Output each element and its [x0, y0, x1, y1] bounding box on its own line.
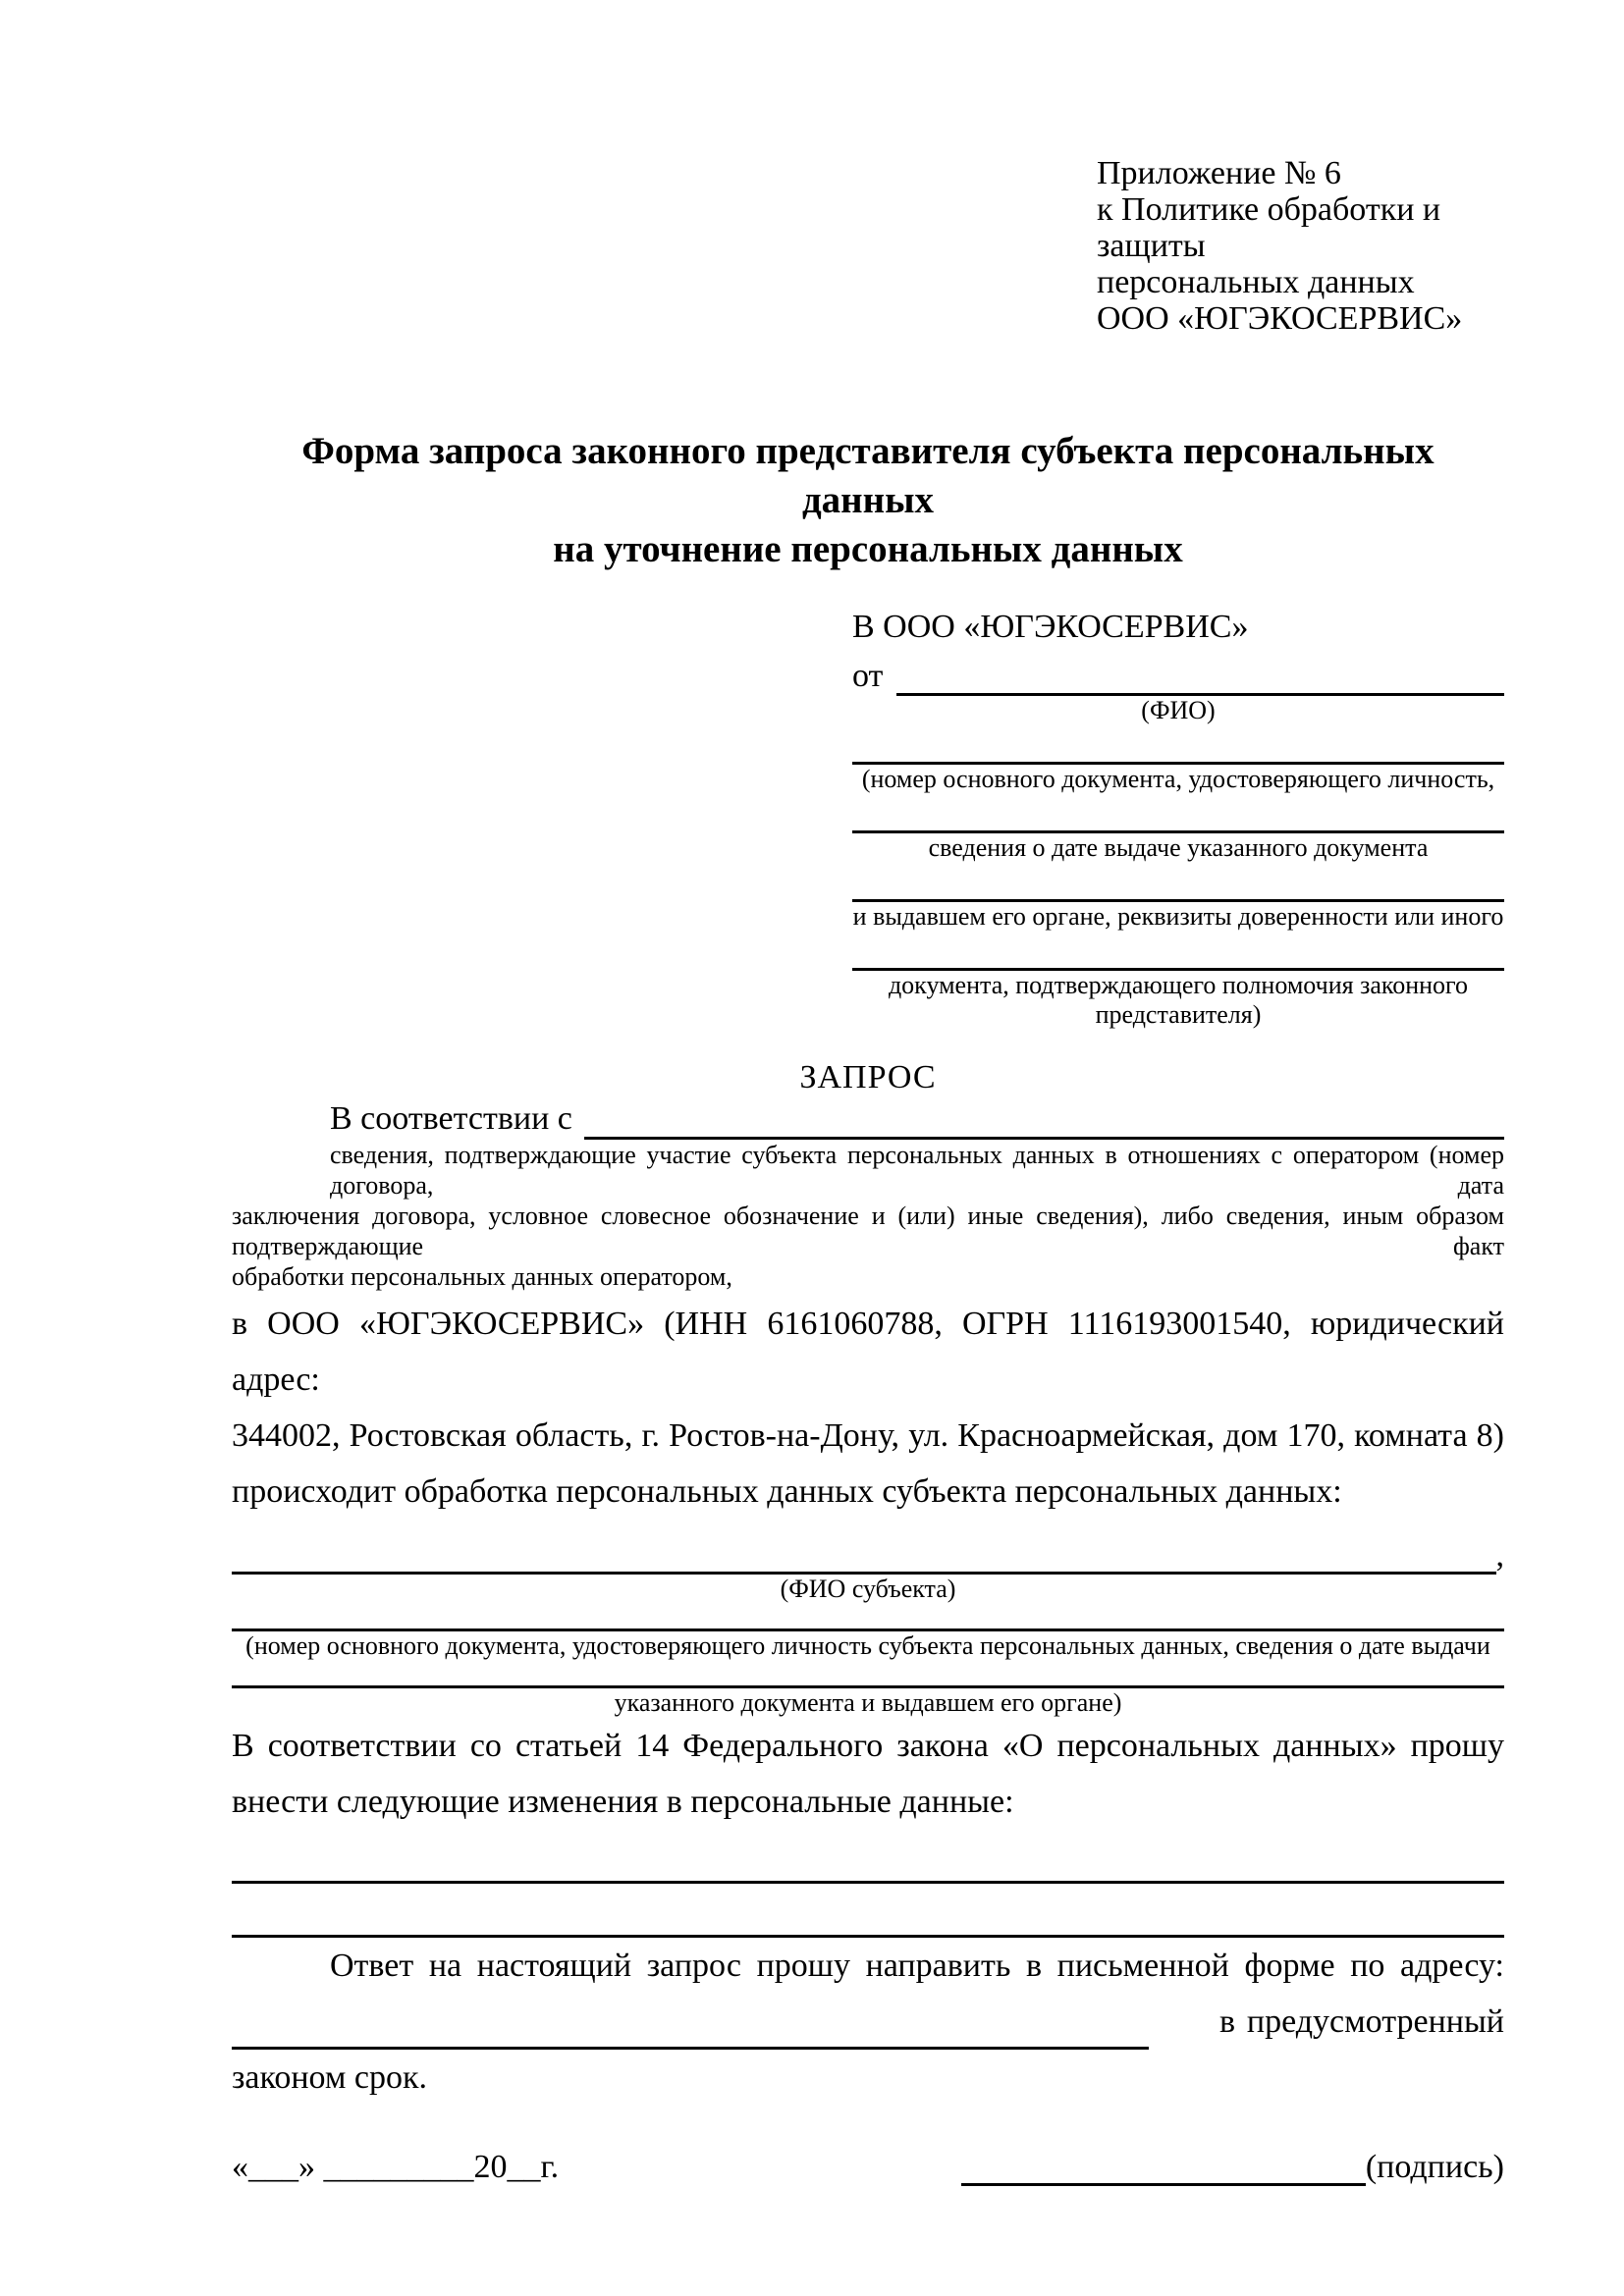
subject-fio-fill-line[interactable] [232, 1520, 1496, 1575]
addressee-block [852, 608, 1504, 1030]
representative-doc-fill-line-2[interactable] [852, 794, 1504, 833]
date-signature-row [232, 2147, 1504, 2186]
representative-fio-fill-line[interactable] [896, 657, 1504, 696]
basis-row [232, 1100, 1504, 1140]
subject-doc-caption-1: (номер основного документа, удостоверяющего личность субъекта персональных данных, сведения о дате выдачи [245, 1631, 1490, 1660]
basis-note-line-2: заключения договора, условное словесное обозначение и (или) иные сведения), либо сведения, иным образом подтверждающие факт [232, 1201, 1504, 1260]
reply-word-v: в [1219, 2003, 1236, 2040]
operator-line-1: в ООО «ЮГЭКОСЕРВИС» (ИНН 6161060788, ОГРН 1116193001540, юридический адрес: [232, 1306, 1504, 1398]
request-heading: ЗАПРОС [799, 1059, 937, 1095]
appendix-line-4: ООО «ЮГЭКОСЕРВИС» [1097, 300, 1463, 337]
amendment-line-1: В соответствии со статьей 14 Федерального закона «О персональных данных» прошу [232, 1728, 1504, 1764]
reply-line-1: Ответ на настоящий запрос прошу направить в письменной форме по адресу: [330, 1948, 1504, 1984]
representative-doc-caption-2: сведения о дате выдаче указанного документа [928, 833, 1429, 862]
appendix-block [1097, 155, 1504, 337]
representative-doc-caption-1: (номер основного документа, удостоверяющего личность, [861, 765, 1495, 793]
representative-doc-caption-3: и выдавшем его органе, реквизиты доверенности или иного [852, 902, 1504, 931]
subject-fio-row [232, 1520, 1504, 1575]
amendment-paragraph [232, 1718, 1504, 1830]
appendix-line-3: персональных данных [1097, 264, 1415, 300]
form-title-line-1: Форма запроса законного представителя субъекта персональных данных [301, 430, 1435, 521]
subject-doc-caption-2: указанного документа и выдавшем его органе) [614, 1688, 1122, 1717]
basis-note-line-1: сведения, подтверждающие участие субъекта персональных данных в отношениях с оператором (номер договора, дата [330, 1141, 1504, 1200]
form-title-line-2: на уточнение персональных данных [553, 528, 1183, 570]
subject-fio-caption: (ФИО субъекта) [780, 1575, 956, 1603]
basis-fill-line[interactable] [584, 1100, 1504, 1140]
basis-lead: В соответствии с [330, 1100, 572, 1137]
signature-group [961, 2147, 1504, 2186]
date-field[interactable]: «___» _________20__г. [232, 2149, 560, 2185]
operator-line-2: 344002, Ростовская область, г. Ростов-на-Дону, ул. Красноармейская, дом 170, комната 8) [232, 1417, 1504, 1454]
reply-address-fill-line[interactable] [232, 1994, 1149, 2050]
from-row [852, 657, 1504, 696]
representative-doc-fill-line-3[interactable] [852, 863, 1504, 902]
form-title [232, 427, 1504, 574]
reply-line-3: законом срок. [232, 2059, 427, 2096]
changes-fill-line-1[interactable] [232, 1830, 1504, 1884]
signature-caption: (подпись) [1365, 2149, 1504, 2185]
amendment-line-2: внести следующие изменения в персональные данные: [232, 1784, 1014, 1820]
operator-paragraph [232, 1296, 1504, 1520]
representative-doc-fill-line-1[interactable] [852, 725, 1504, 765]
subject-fio-comma: , [1495, 1537, 1504, 1574]
basis-note-line-3: обработки персональных данных оператором, [232, 1262, 732, 1291]
representative-fio-caption: (ФИО) [1141, 696, 1216, 724]
appendix-line-1: Приложение № 6 [1097, 155, 1341, 191]
changes-fill-line-2[interactable] [232, 1884, 1504, 1938]
basis-note [232, 1140, 1504, 1292]
from-label: от [852, 658, 884, 694]
subject-doc-fill-line-2[interactable] [232, 1661, 1504, 1688]
reply-word-predusmotrennyj: предусмотренный [1246, 2003, 1504, 2040]
signature-fill-line[interactable] [961, 2147, 1366, 2186]
addressee-to: В ООО «ЮГЭКОСЕРВИС» [852, 609, 1249, 645]
reply-paragraph [232, 1938, 1504, 2106]
subject-doc-fill-line-1[interactable] [232, 1604, 1504, 1631]
operator-line-3: происходит обработка персональных данных субъекта персональных данных: [232, 1473, 1342, 1510]
representative-doc-caption-4: документа, подтверждающего полномочия законного представителя) [888, 971, 1469, 1029]
representative-doc-fill-line-4[interactable] [852, 932, 1504, 971]
appendix-line-2: к Политике обработки и защиты [1097, 191, 1441, 264]
reply-address-row [232, 1994, 1504, 2050]
